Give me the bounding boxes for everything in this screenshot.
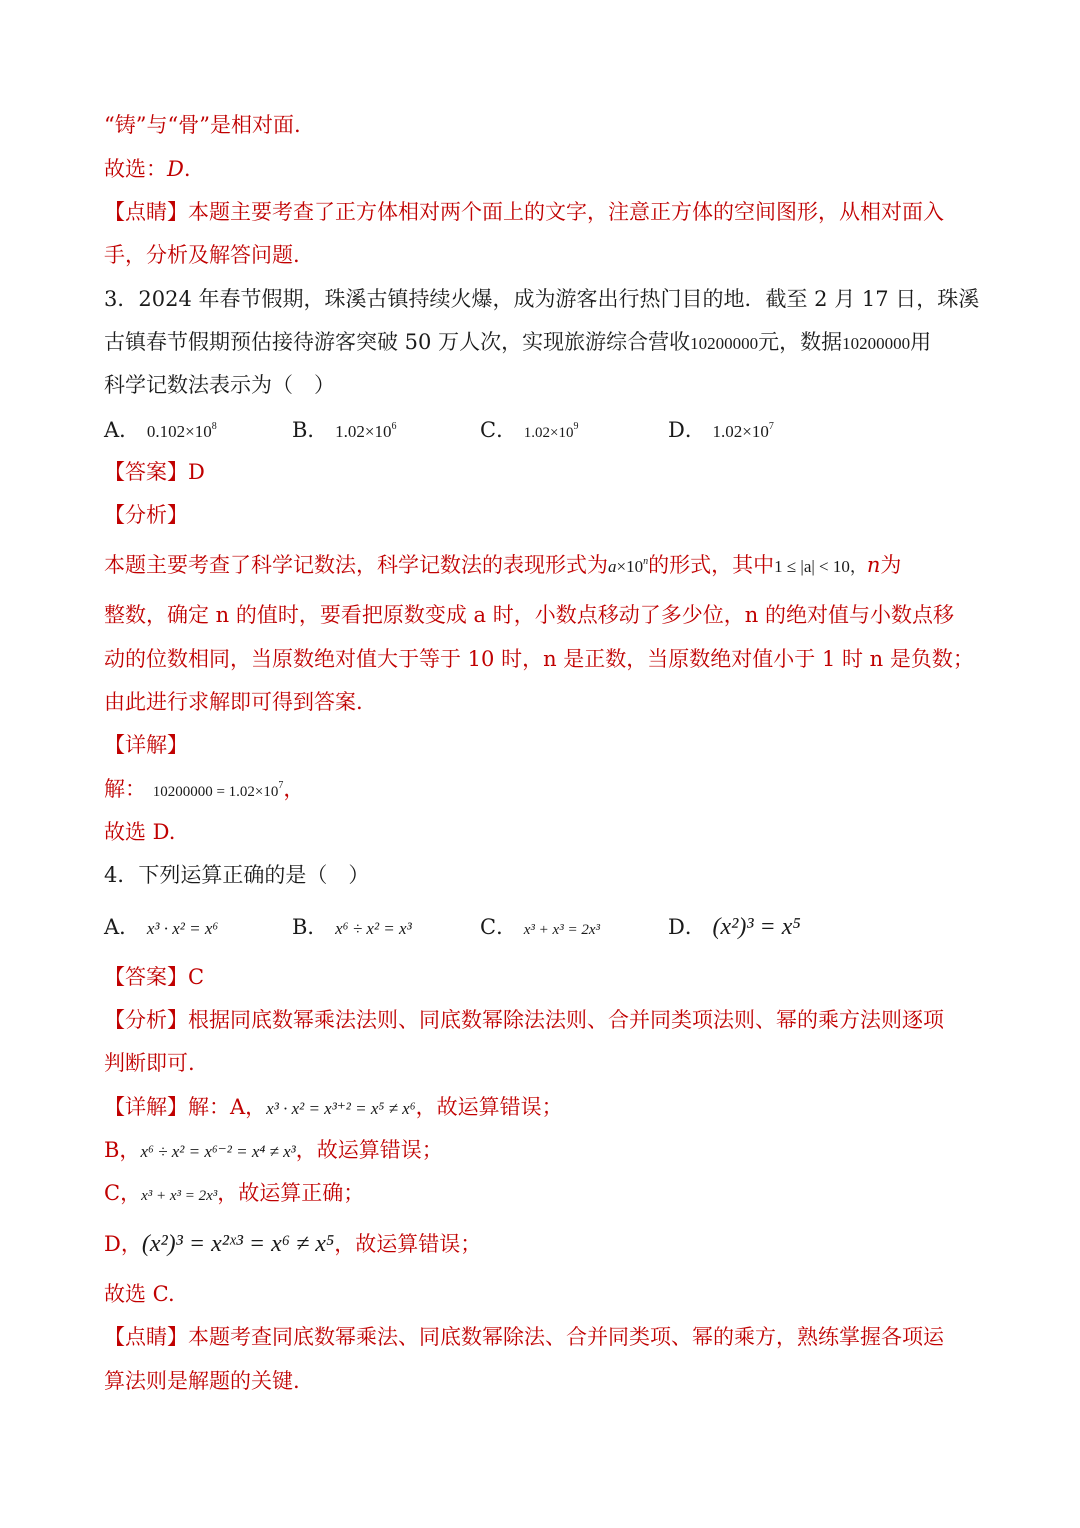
option-expr: $1.02\times 10^7$ [712, 421, 774, 441]
option-label: D． [668, 418, 706, 442]
analysis-text: 为 [880, 553, 902, 577]
q3-analysis-line-2: 整数，确定 n 的值时，要看把原数变成 a 时，小数点移动了多少位，n 的绝对值与小数点移 [104, 603, 954, 627]
option-label: C． [480, 418, 518, 442]
q4-detail-c [104, 1178, 364, 1211]
q4-option-d [668, 912, 801, 942]
q4-detail-a [104, 1092, 563, 1124]
option-label: A． [104, 418, 141, 442]
detail-b-text: ，故运算错误； [295, 1138, 443, 1162]
detail-d-expr: (x²)³ = x²ˣ³ = x⁶ ≠ x⁵ [141, 1231, 335, 1257]
q4-analysis-line-2: 判断即可. [104, 1051, 195, 1075]
q3-solution [104, 774, 304, 807]
prev-choice-value: D [167, 157, 184, 181]
q3-option-b [292, 415, 396, 447]
option-label: B． [292, 418, 329, 442]
detail-a-expr: x³ · x² = x³⁺² = x⁵ ≠ x⁶ [266, 1099, 416, 1118]
prev-conclusion: “铸”与“骨”是相对面. [104, 113, 301, 137]
q4-detail-b [104, 1135, 443, 1167]
q3-stem-line-2 [104, 327, 931, 359]
detail-a-text: ，故运算错误； [415, 1095, 563, 1119]
detail-c-text: ，故运算正确； [217, 1181, 365, 1205]
q3-number-1: 10200000 [690, 334, 759, 353]
analysis-text: 本题主要考查了科学记数法，科学记数法的表现形式为 [104, 553, 608, 577]
detail-heading: 【详解】解：A， [104, 1095, 267, 1119]
prev-tip-line-2: 手，分析及解答问题. [104, 243, 300, 267]
formula-base: $\times 10^n$ [616, 556, 649, 576]
option-label: D． [668, 915, 706, 939]
option-expr: $0.102\times 10^8$ [146, 421, 217, 441]
q3-detail-heading: 【详解】 [104, 733, 188, 757]
q3-option-c [480, 415, 578, 448]
option-expr: x³ · x² = x⁶ [146, 919, 219, 938]
variable-n: n [866, 553, 881, 577]
q3-analysis-line-4: 由此进行求解即可得到答案. [104, 690, 363, 714]
q3-stem-text-c: 用 [910, 330, 932, 354]
q3-option-d [668, 415, 774, 447]
solution-suffix: ， [283, 777, 305, 801]
option-label: A． [104, 915, 141, 939]
detail-d-text: ，故运算错误； [334, 1232, 482, 1256]
detail-c-label: C， [104, 1181, 142, 1205]
option-label: B． [292, 915, 329, 939]
q3-stem-line-1: 3．2024 年春节假期，珠溪古镇持续火爆，成为游客出行热门目的地．截至 2 月 17 日，珠溪 [104, 287, 980, 311]
option-label: C． [480, 915, 518, 939]
q4-detail-d [104, 1229, 481, 1259]
q4-final: 故选 C. [104, 1282, 175, 1306]
detail-b-expr: x⁶ ÷ x² = x⁶⁻² = x⁴ ≠ x³ [140, 1142, 296, 1161]
q4-option-a [104, 912, 218, 944]
detail-b-label: B， [104, 1138, 141, 1162]
q3-analysis-heading: 【分析】 [104, 503, 188, 527]
q3-number-2: 10200000 [842, 334, 911, 353]
prev-choice [104, 154, 191, 184]
solution-prefix: 解： [104, 777, 146, 801]
prev-choice-prefix: 故选： [104, 157, 167, 181]
q4-stem: 4．下列运算正确的是（ ） [104, 863, 370, 887]
option-expr: $1.02\times 10^9$ [523, 421, 579, 441]
q3-option-a [104, 415, 217, 447]
option-expr: x³ + x³ = 2x³ [523, 922, 600, 938]
solution-expr: $10200000 = 1.02\times 10^7$ [152, 780, 284, 800]
q3-stem-text-b: 元，数据 [758, 330, 843, 354]
inequality: 1 ≤ |a| < 10， [774, 557, 867, 576]
q3-stem-text-a: 古镇春节假期预估接待游客突破 50 万人次，实现旅游综合营收 [104, 330, 691, 354]
detail-d-label: D， [104, 1232, 142, 1256]
q3-analysis-line-3: 动的位数相同，当原数绝对值大于等于 10 时，n 是正数，当原数绝对值小于 1 时 n 是负数； [104, 647, 974, 671]
prev-choice-suffix: . [183, 157, 191, 181]
q4-tip-line-2: 算法则是解题的关键. [104, 1369, 300, 1393]
q4-analysis-line-1: 【分析】根据同底数幂乘法法则、同底数幂除法法则、合并同类项法则、幂的乘方法则逐项 [104, 1008, 944, 1032]
detail-c-expr: x³ + x³ = 2x³ [141, 1188, 218, 1204]
q4-tip-line-1: 【点睛】本题考查同底数幂乘法、同底数幂除法、合并同类项、幂的乘方，熟练掌握各项运 [104, 1325, 944, 1349]
option-expr: x⁶ ÷ x² = x³ [335, 919, 412, 938]
formula-a: a [608, 557, 617, 576]
q3-final: 故选 D. [104, 820, 176, 844]
option-expr: $1.02\times 10^6$ [335, 421, 397, 441]
prev-tip-line-1: 【点睛】本题主要考查了正方体相对两个面上的文字，注意正方体的空间图形，从相对面入 [104, 200, 944, 224]
q3-answer: 【答案】D [104, 460, 205, 484]
q4-answer: 【答案】C [104, 965, 205, 989]
q3-analysis-line-1 [104, 550, 901, 582]
analysis-text: 的形式，其中 [648, 553, 775, 577]
q4-option-b [292, 912, 412, 944]
q4-option-c [480, 912, 600, 945]
option-expr: (x²)³ = x⁵ [712, 914, 801, 940]
q3-stem-line-3: 科学记数法表示为（ ） [104, 373, 335, 397]
